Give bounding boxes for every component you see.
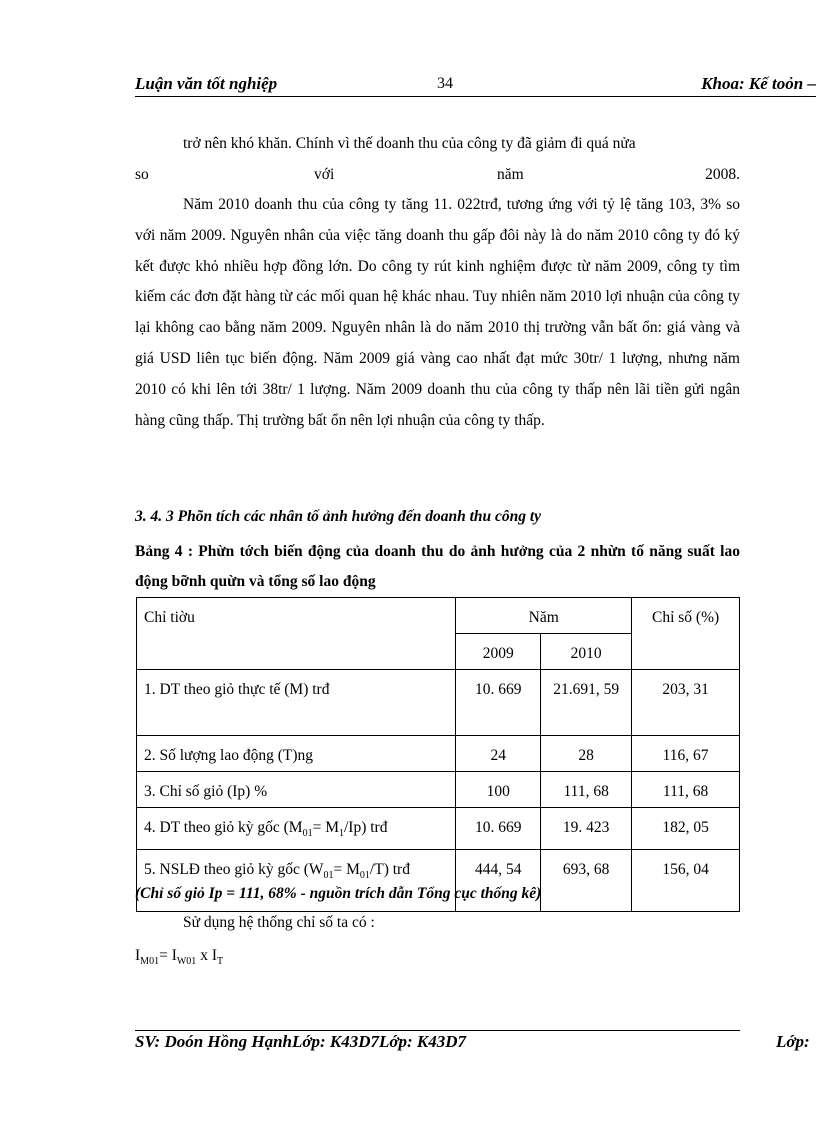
word-2008: 2008.	[705, 166, 740, 183]
cell-2010: 21.691, 59	[541, 670, 632, 736]
cell-2010: 693, 68	[541, 850, 632, 912]
cell-2009: 444, 54	[456, 850, 541, 912]
section-heading: 3. 4. 3 Phõn tích các nhân tố ảnh hưởng đến doanh thu công ty	[135, 508, 542, 525]
table-caption: Bảng 4 : Phừn tớch biến động của doanh thu do ảnh hưởng của 2 nhừn tố năng suất lao động bỡnh quừn và tổng số lao động	[135, 543, 740, 590]
header-index: Chỉ số (%)	[632, 598, 740, 670]
page-header	[135, 74, 816, 97]
cell-index: 111, 68	[632, 772, 740, 808]
cell-2010: 111, 68	[541, 772, 632, 808]
cell-2010: 28	[541, 736, 632, 772]
table-row	[137, 670, 740, 736]
row-label: 2. Số lượng lao động (T)ng	[137, 736, 456, 772]
header-indicator: Chỉ tiờu	[137, 598, 456, 670]
cell-2009: 10. 669	[456, 808, 541, 850]
header-title: Luận văn tốt nghiệp	[135, 74, 278, 93]
table-source-note: (Chỉ số giỏ Ip = 111, 68% - nguồn trích dẫn Tổng cục thống kê)	[135, 885, 542, 902]
row-label: 5. NSLĐ theo giỏ kỳ gốc $(W_{01}= M_{01}/T)$ trđ	[137, 850, 456, 912]
header-faculty: Khoa: Kế toỏn –	[701, 74, 816, 93]
cell-index: 182, 05	[632, 808, 740, 850]
cell-2009: 100	[456, 772, 541, 808]
word-nam: năm	[497, 166, 524, 183]
usage-text: Sử dụng hệ thống chỉ số ta có :	[183, 914, 375, 931]
paragraph-2: Năm 2010 doanh thu của công ty tăng 11. 022trđ, tương ứng với tỷ lệ tăng 103, 3% so với năm 2009. Nguyên nhân của việc tăng doanh thu gấp đôi này là do năm 2010 công ty đó ký kết được khỏ nhiều hợp đồng lớn. Do công ty rút kinh nghiệm được từ năm 2009, công ty tìm kiếm các đơn đặt hàng từ các mối quan hệ khác nhau. Tuy nhiên năm 2010 lợi nhuận của công ty lại không cao bằng năm 2009. Nguyên nhân là do năm 2010 thị trường vẫn bất ổn: giá vàng và giá USD liên tục biến động. Năm 2009 giá vàng cao nhất đạt mức 30tr/ 1 lượng, nhưng năm 2010 có khi lên tới 38tr/ 1 lượng. Năm 2009 doanh thu của công ty thấp nên lãi tiền gửi ngân hàng cũng thấp. Thị trường bất ổn nên lợi nhuận của công ty thấp.	[135, 196, 740, 429]
row-label: 3. Chỉ số giỏ (Ip) %	[137, 772, 456, 808]
cell-2010: 19. 423	[541, 808, 632, 850]
word-voi: với	[314, 166, 335, 183]
table-row	[137, 736, 740, 772]
paragraph-1-line-1: trở nên khó khăn. Chính vì thế doanh thu của công ty đã giảm đi quá nửa	[183, 135, 636, 152]
page-number: 34	[437, 75, 453, 92]
row-label: 4. DT theo giỏ kỳ gốc $(M_{01}= M_1/Ip)$ trđ	[137, 808, 456, 850]
header-2010: 2010	[541, 634, 632, 670]
table-row	[137, 772, 740, 808]
word-so: so	[135, 166, 149, 183]
index-formula: $I_{M01}= I_{W01}$ x $I_T$	[135, 947, 224, 968]
footer-student: SV: Doón Hồng HạnhLớp: K43D7Lớp: K43D7	[135, 1032, 467, 1051]
header-year: Năm	[456, 598, 632, 634]
cell-2009: 10. 669	[456, 670, 541, 736]
cell-index: 156, 04	[632, 850, 740, 912]
cell-2009: 24	[456, 736, 541, 772]
cell-index: 116, 67	[632, 736, 740, 772]
row-label: 1. DT theo giỏ thực tế (M) trđ	[137, 670, 456, 736]
footer-class: Lớp:	[776, 1032, 810, 1051]
revenue-analysis-table	[136, 597, 740, 912]
footer-divider	[135, 1030, 740, 1031]
header-2009: 2009	[456, 634, 541, 670]
cell-index: 203, 31	[632, 670, 740, 736]
table-header-row	[137, 598, 740, 634]
table-row	[137, 808, 740, 850]
